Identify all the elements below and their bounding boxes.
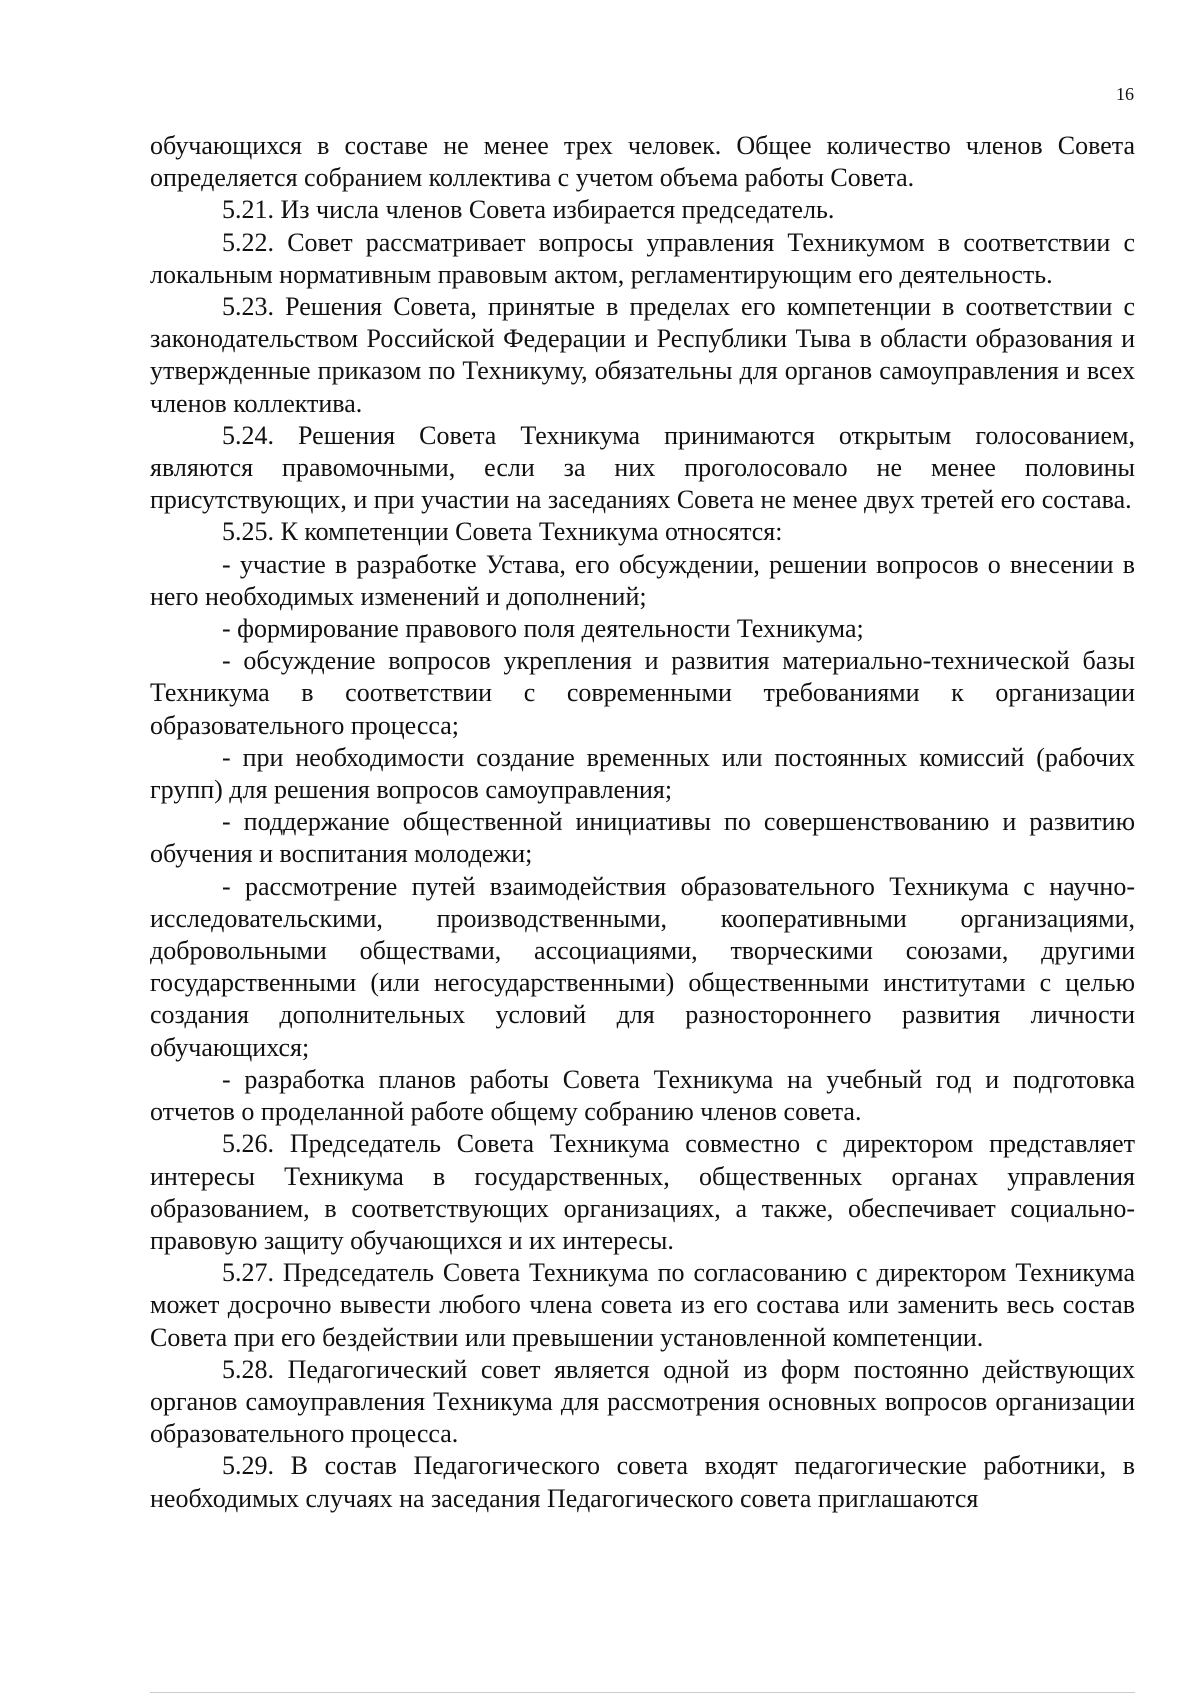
scan-edge-line	[150, 1692, 1135, 1693]
page-number: 16	[1116, 84, 1134, 104]
paragraph-5-23: 5.23. Решения Совета, принятые в пределах его компетенции в соответствии с законодательством Российской Федерации и Республики Тыва в области образования и утвержденные приказом по Техникуму, обязательны для органов самоуправления и всех членов коллектива.	[150, 292, 1135, 418]
paragraph-5-25: 5.25. К компетенции Совета Техникума относятся:	[222, 517, 783, 547]
paragraph-5-28: 5.28. Педагогический совет является одной из форм постоянно действующих органов самоуправления Техникума для рассмотрения основных вопросов организации образовательного процесса.	[150, 1354, 1135, 1449]
list-item-legal-field: - формирование правового поля деятельности Техникума;	[222, 614, 864, 644]
list-item-cooperation: - рассмотрение путей взаимодействия образовательного Техникума с научно-исследовательскими, производственными, кооперативными организациями, добровольными обществами, ассоциациями, творческими союзами, другими государственными (или негосударственными) общественными институтами с целью создания дополнительных условий для разностороннего развития личности обучающихся;	[150, 871, 1135, 1062]
paragraph-5-22: 5.22. Совет рассматривает вопросы управления Техникумом в соответствии с локальным нормативным правовым актом, регламентирующим его деятельность.	[150, 227, 1135, 289]
paragraph-5-29: 5.29. В состав Педагогического совета входят педагогические работники, в необходимых случаях на заседания Педагогического совета приглашаются	[150, 1451, 1135, 1513]
paragraph-continuation: обучающихся в составе не менее трех человек. Общее количество членов Совета определяется собранием коллектива с учетом объема работы Совета.	[150, 131, 1135, 193]
paragraph-5-21: 5.21. Из числа членов Совета избирается председатель.	[222, 195, 835, 225]
list-item-commissions: - при необходимости создание временных или постоянных комиссий (рабочих групп) для решения вопросов самоуправления;	[150, 742, 1135, 805]
list-item-material-base: - обсуждение вопросов укрепления и развития материально-технической базы Техникума в соответствии с современными требованиями к организации образовательного процесса;	[150, 646, 1135, 740]
list-item-work-plans: - разработка планов работы Совета Техникума на учебный год и подготовка отчетов о проделанной работе общему собранию членов совета.	[150, 1064, 1135, 1127]
list-item-charter-participation: - участие в разработке Устава, его обсуждении, решении вопросов о внесении в него необходимых изменений и дополнений;	[150, 549, 1135, 611]
list-item-public-initiative: - поддержание общественной инициативы по совершенствованию и развитию обучения и воспитания молодежи;	[150, 807, 1135, 869]
document-body	[150, 130, 1135, 1515]
paragraph-5-24: 5.24. Решения Совета Техникума принимаются открытым голосованием, являются правомочными, если за них проголосовало не менее половины присутствующих, и при участии на заседаниях Совета не менее двух третей его состава.	[150, 420, 1135, 515]
paragraph-5-27: 5.27. Председатель Совета Техникума по согласованию с директором Техникума может досрочно вывести любого члена совета из его состава или заменить весь состав Совета при его бездействии или превышении установленной компетенции.	[150, 1258, 1135, 1352]
paragraph-5-26: 5.26. Председатель Совета Техникума совместно с директором представляет интересы Техникума в государственных, общественных органах управления образованием, в соответствующих организациях, а также, обеспечивает социально-правовую защиту обучающихся и их интересы.	[150, 1129, 1135, 1255]
